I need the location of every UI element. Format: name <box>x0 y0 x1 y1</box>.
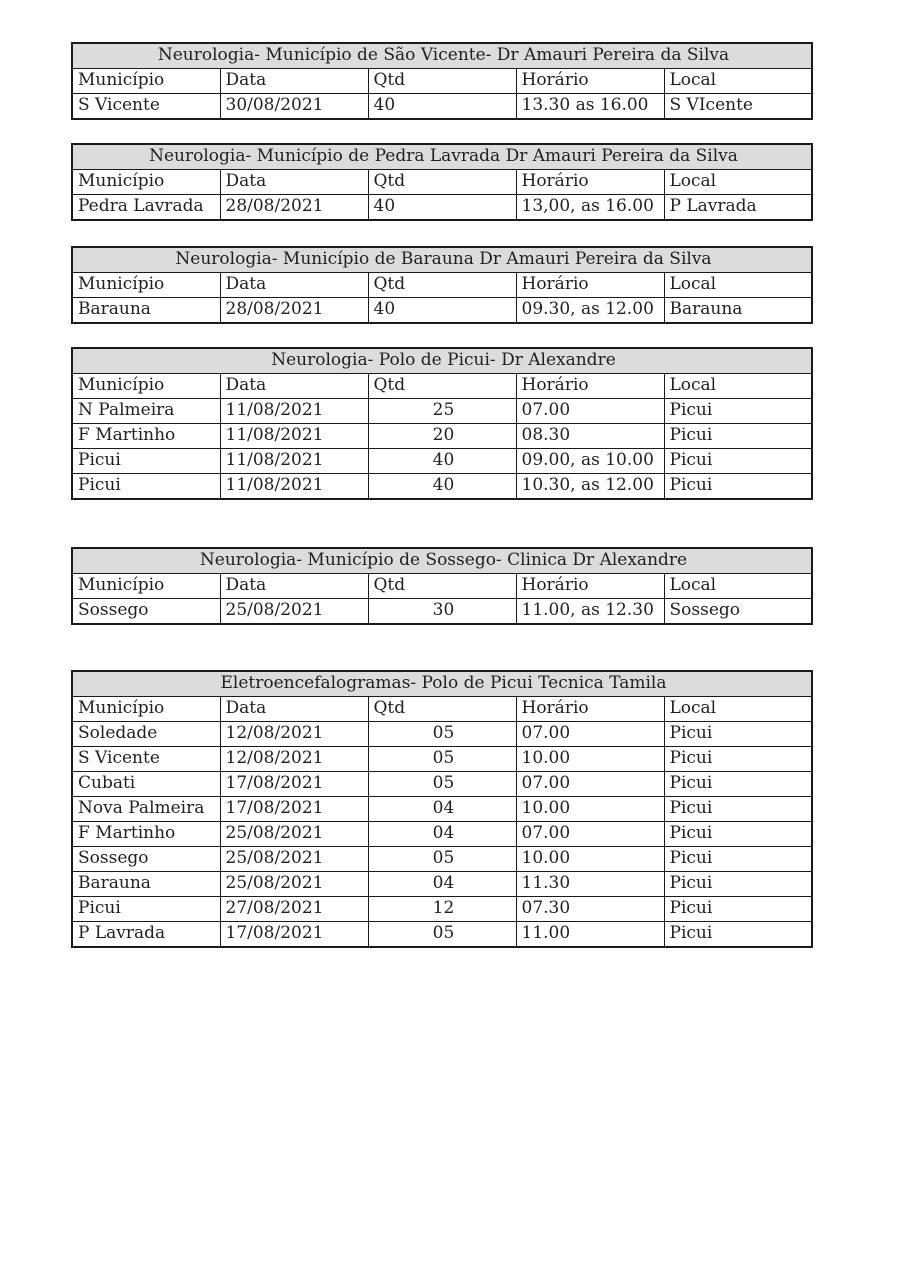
cell-municipio: F Martinho <box>72 424 220 449</box>
cell-municipio: Barauna <box>72 298 220 324</box>
table-row <box>72 399 812 424</box>
table-title: Neurologia- Polo de Picui- Dr Alexandre <box>72 348 812 374</box>
cell-qtd: 04 <box>368 797 516 822</box>
cell-data: 12/08/2021 <box>220 747 368 772</box>
cell-local: Picui <box>664 399 812 424</box>
table-header-row <box>72 69 812 94</box>
header-data: Data <box>220 273 368 298</box>
cell-horario: 11.30 <box>516 872 664 897</box>
cell-local: Picui <box>664 474 812 500</box>
cell-qtd: 04 <box>368 822 516 847</box>
cell-local: Picui <box>664 847 812 872</box>
cell-qtd: 25 <box>368 399 516 424</box>
cell-horario: 11.00, as 12.30 <box>516 599 664 625</box>
table-row <box>72 449 812 474</box>
header-horario: Horário <box>516 574 664 599</box>
cell-qtd: 12 <box>368 897 516 922</box>
header-qtd: Qtd <box>368 273 516 298</box>
cell-qtd: 05 <box>368 847 516 872</box>
cell-municipio: S Vicente <box>72 747 220 772</box>
cell-qtd: 05 <box>368 772 516 797</box>
schedule-table <box>71 143 813 221</box>
cell-horario: 09.00, as 10.00 <box>516 449 664 474</box>
cell-data: 17/08/2021 <box>220 772 368 797</box>
cell-local: Sossego <box>664 599 812 625</box>
table-row <box>72 722 812 747</box>
table-header-row <box>72 273 812 298</box>
table-row <box>72 897 812 922</box>
header-municipio: Município <box>72 374 220 399</box>
header-horario: Horário <box>516 697 664 722</box>
cell-data: 11/08/2021 <box>220 424 368 449</box>
cell-municipio: Cubati <box>72 772 220 797</box>
table-header-row <box>72 374 812 399</box>
cell-data: 27/08/2021 <box>220 897 368 922</box>
cell-local: Picui <box>664 772 812 797</box>
table-row <box>72 772 812 797</box>
table-row <box>72 195 812 221</box>
table-title: Eletroencefalogramas- Polo de Picui Tecnica Tamila <box>72 671 812 697</box>
cell-data: 28/08/2021 <box>220 195 368 221</box>
cell-municipio: Pedra Lavrada <box>72 195 220 221</box>
cell-local: P Lavrada <box>664 195 812 221</box>
cell-local: S VIcente <box>664 94 812 120</box>
header-local: Local <box>664 574 812 599</box>
header-local: Local <box>664 697 812 722</box>
cell-local: Picui <box>664 722 812 747</box>
table-title: Neurologia- Município de Barauna Dr Amauri Pereira da Silva <box>72 247 812 273</box>
header-horario: Horário <box>516 170 664 195</box>
cell-horario: 07.00 <box>516 772 664 797</box>
schedule-table <box>71 246 813 324</box>
table-row <box>72 474 812 500</box>
header-horario: Horário <box>516 374 664 399</box>
cell-horario: 10.00 <box>516 797 664 822</box>
cell-local: Picui <box>664 449 812 474</box>
cell-horario: 13.30 as 16.00 <box>516 94 664 120</box>
table-title: Neurologia- Município de Sossego- Clinica Dr Alexandre <box>72 548 812 574</box>
header-data: Data <box>220 697 368 722</box>
cell-local: Picui <box>664 872 812 897</box>
table-row <box>72 747 812 772</box>
table-row <box>72 847 812 872</box>
cell-horario: 08.30 <box>516 424 664 449</box>
schedule-table-section <box>71 547 900 625</box>
schedule-table <box>71 42 813 120</box>
table-header-row <box>72 170 812 195</box>
cell-local: Picui <box>664 797 812 822</box>
cell-data: 11/08/2021 <box>220 399 368 424</box>
header-horario: Horário <box>516 273 664 298</box>
cell-municipio: P Lavrada <box>72 922 220 948</box>
cell-municipio: Picui <box>72 474 220 500</box>
table-title-row <box>72 43 812 69</box>
cell-municipio: Picui <box>72 897 220 922</box>
header-municipio: Município <box>72 170 220 195</box>
cell-municipio: Barauna <box>72 872 220 897</box>
header-local: Local <box>664 69 812 94</box>
schedule-table <box>71 547 813 625</box>
cell-local: Picui <box>664 424 812 449</box>
table-title-row <box>72 348 812 374</box>
table-row <box>72 424 812 449</box>
cell-data: 11/08/2021 <box>220 474 368 500</box>
header-horario: Horário <box>516 69 664 94</box>
header-local: Local <box>664 273 812 298</box>
table-header-row <box>72 574 812 599</box>
cell-qtd: 40 <box>368 298 516 324</box>
schedule-table-section <box>71 143 900 221</box>
cell-data: 11/08/2021 <box>220 449 368 474</box>
cell-qtd: 30 <box>368 599 516 625</box>
header-qtd: Qtd <box>368 374 516 399</box>
cell-qtd: 20 <box>368 424 516 449</box>
header-municipio: Município <box>72 273 220 298</box>
header-local: Local <box>664 374 812 399</box>
schedule-table-section <box>71 42 900 120</box>
schedule-table <box>71 670 813 948</box>
table-row <box>72 822 812 847</box>
cell-data: 30/08/2021 <box>220 94 368 120</box>
header-municipio: Município <box>72 697 220 722</box>
cell-municipio: Sossego <box>72 847 220 872</box>
cell-local: Barauna <box>664 298 812 324</box>
header-qtd: Qtd <box>368 574 516 599</box>
cell-data: 25/08/2021 <box>220 872 368 897</box>
cell-qtd: 05 <box>368 922 516 948</box>
cell-local: Picui <box>664 822 812 847</box>
header-qtd: Qtd <box>368 69 516 94</box>
cell-local: Picui <box>664 747 812 772</box>
cell-municipio: N Palmeira <box>72 399 220 424</box>
header-data: Data <box>220 574 368 599</box>
cell-qtd: 05 <box>368 747 516 772</box>
cell-municipio: Nova Palmeira <box>72 797 220 822</box>
cell-data: 25/08/2021 <box>220 822 368 847</box>
cell-horario: 10.00 <box>516 847 664 872</box>
table-header-row <box>72 697 812 722</box>
schedule-table-section <box>71 347 900 500</box>
cell-data: 28/08/2021 <box>220 298 368 324</box>
table-title-row <box>72 548 812 574</box>
table-row <box>72 872 812 897</box>
cell-municipio: Sossego <box>72 599 220 625</box>
cell-horario: 09.30, as 12.00 <box>516 298 664 324</box>
cell-horario: 07.00 <box>516 822 664 847</box>
header-local: Local <box>664 170 812 195</box>
cell-qtd: 40 <box>368 449 516 474</box>
table-title: Neurologia- Município de São Vicente- Dr Amauri Pereira da Silva <box>72 43 812 69</box>
cell-qtd: 04 <box>368 872 516 897</box>
cell-qtd: 05 <box>368 722 516 747</box>
cell-data: 17/08/2021 <box>220 922 368 948</box>
cell-horario: 07.00 <box>516 722 664 747</box>
cell-data: 25/08/2021 <box>220 599 368 625</box>
cell-horario: 10.00 <box>516 747 664 772</box>
header-data: Data <box>220 69 368 94</box>
cell-municipio: Picui <box>72 449 220 474</box>
table-title-row <box>72 144 812 170</box>
cell-horario: 11.00 <box>516 922 664 948</box>
cell-horario: 07.30 <box>516 897 664 922</box>
cell-qtd: 40 <box>368 94 516 120</box>
cell-municipio: S Vicente <box>72 94 220 120</box>
cell-horario: 13,00, as 16.00 <box>516 195 664 221</box>
schedule-table-section <box>71 246 900 324</box>
cell-qtd: 40 <box>368 195 516 221</box>
header-municipio: Município <box>72 574 220 599</box>
header-data: Data <box>220 170 368 195</box>
cell-municipio: Soledade <box>72 722 220 747</box>
header-qtd: Qtd <box>368 170 516 195</box>
table-row <box>72 797 812 822</box>
table-row <box>72 298 812 324</box>
table-row <box>72 599 812 625</box>
table-title-row <box>72 247 812 273</box>
header-qtd: Qtd <box>368 697 516 722</box>
cell-local: Picui <box>664 922 812 948</box>
cell-horario: 10.30, as 12.00 <box>516 474 664 500</box>
cell-data: 17/08/2021 <box>220 797 368 822</box>
table-title: Neurologia- Município de Pedra Lavrada Dr Amauri Pereira da Silva <box>72 144 812 170</box>
cell-data: 25/08/2021 <box>220 847 368 872</box>
header-municipio: Município <box>72 69 220 94</box>
cell-horario: 07.00 <box>516 399 664 424</box>
cell-data: 12/08/2021 <box>220 722 368 747</box>
cell-municipio: F Martinho <box>72 822 220 847</box>
table-title-row <box>72 671 812 697</box>
header-data: Data <box>220 374 368 399</box>
table-row <box>72 94 812 120</box>
cell-local: Picui <box>664 897 812 922</box>
schedule-table-section <box>71 670 900 948</box>
cell-qtd: 40 <box>368 474 516 500</box>
table-row <box>72 922 812 948</box>
schedule-table <box>71 347 813 500</box>
